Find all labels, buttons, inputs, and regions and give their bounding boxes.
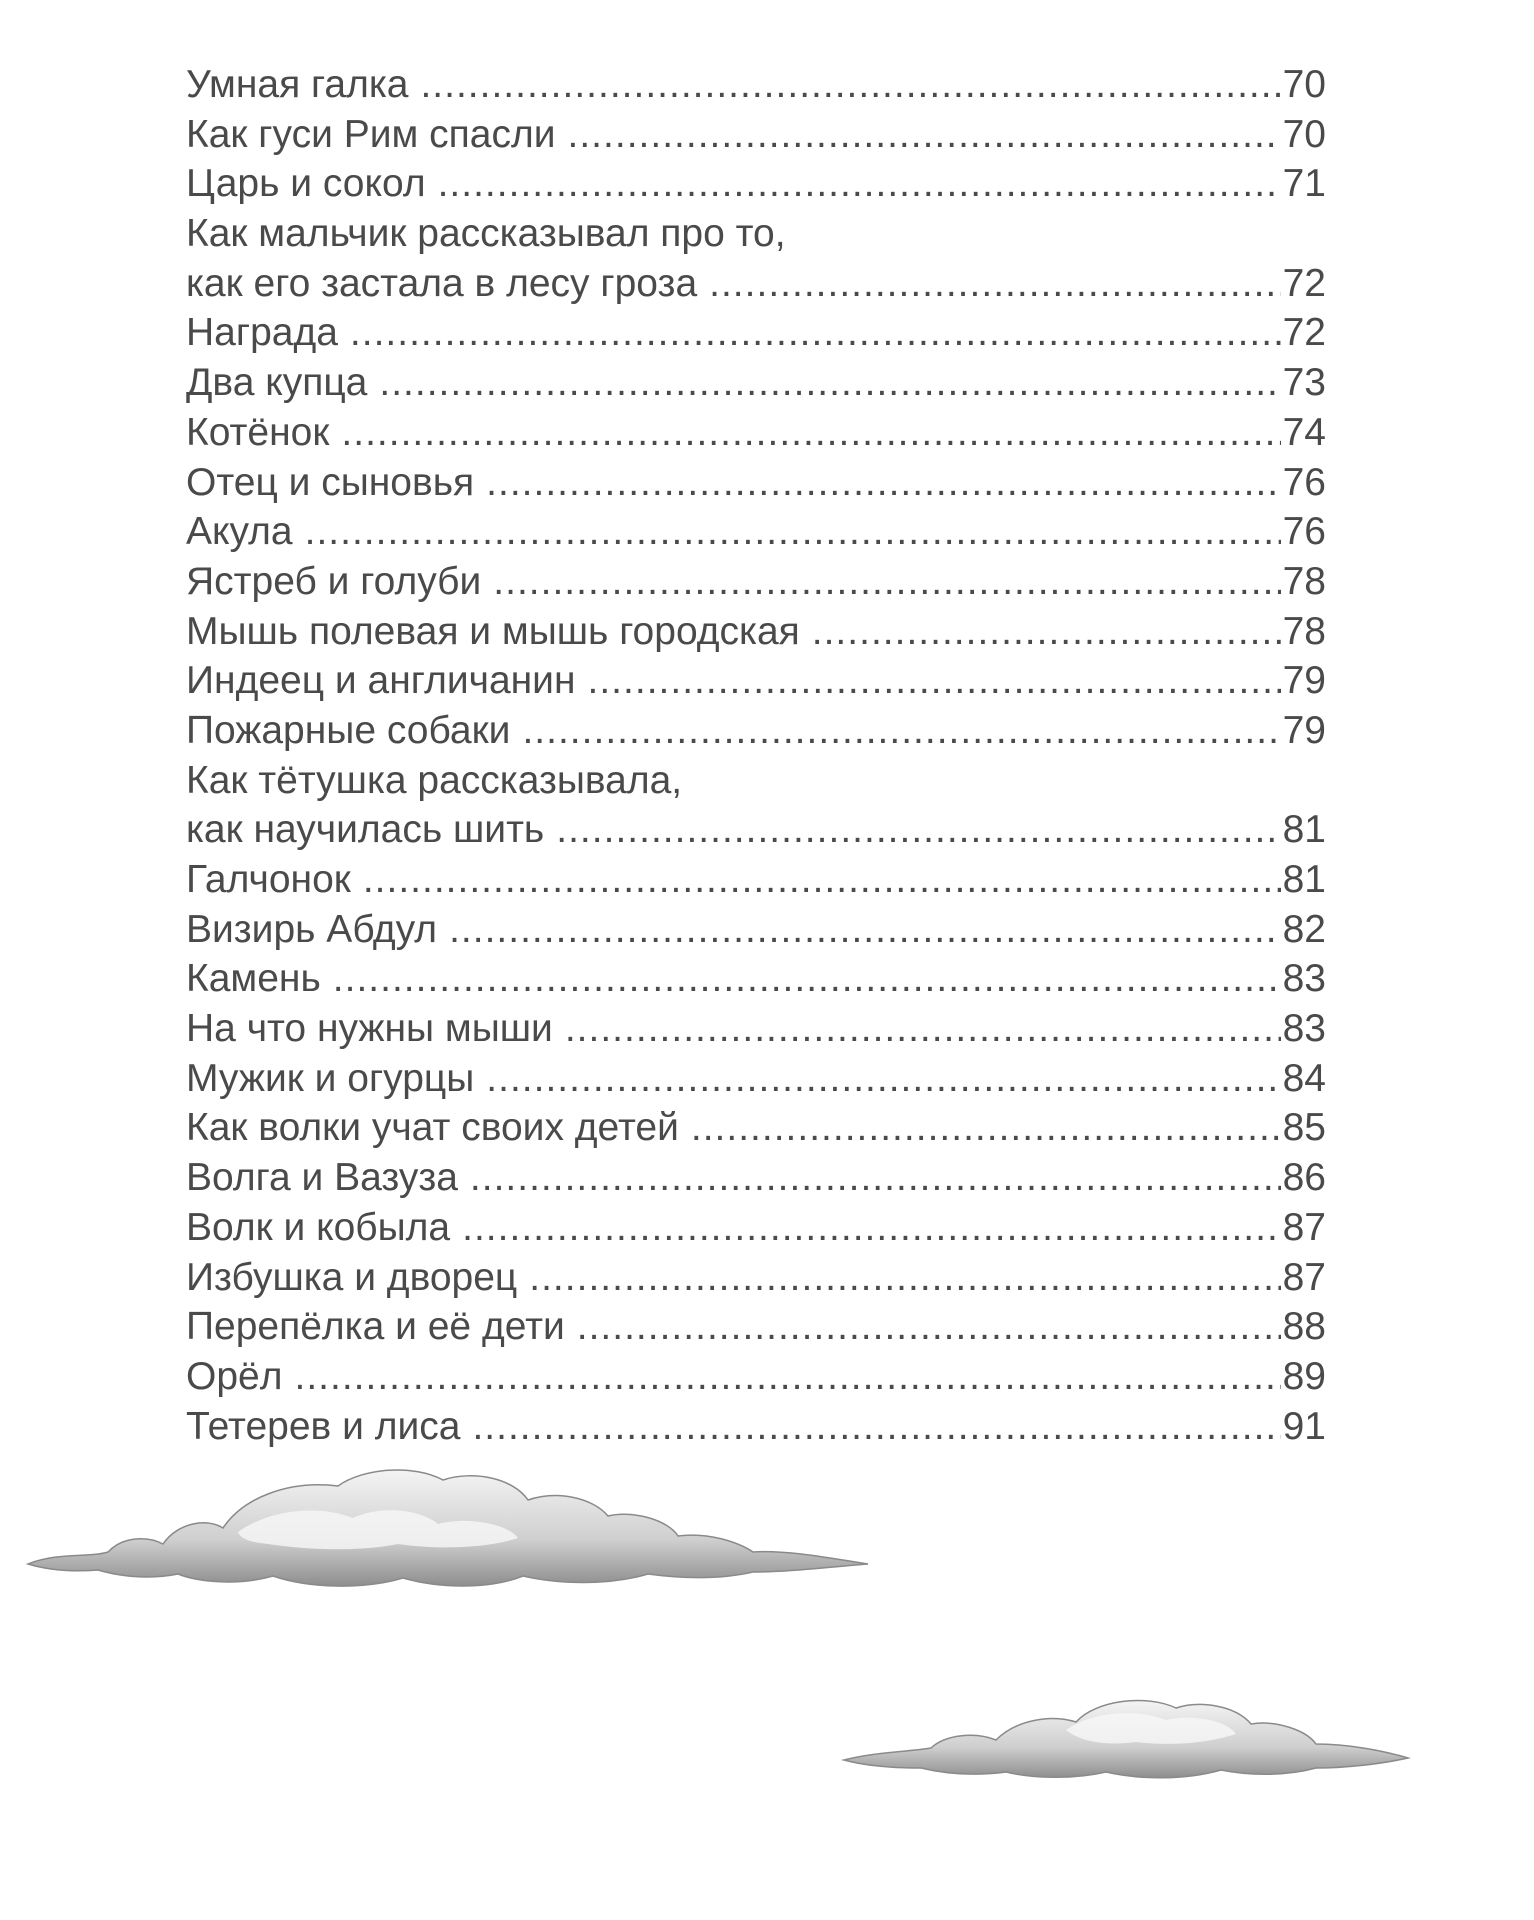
toc-dot-leader <box>379 358 1280 408</box>
toc-entry <box>186 209 1326 259</box>
toc-dot-leader <box>709 259 1280 309</box>
toc-page-number: 91 <box>1282 1404 1326 1448</box>
toc-dot-leader <box>363 855 1281 905</box>
toc-page-number: 85 <box>1282 1106 1326 1150</box>
toc-entry-title: Отец и сыновья <box>186 460 475 504</box>
toc-entry-title: Два купца <box>186 361 368 405</box>
toc-entry <box>186 110 1326 160</box>
toc-entry-title: как научилась шить <box>186 808 545 852</box>
toc-entry <box>186 1153 1326 1203</box>
toc-dot-leader <box>812 607 1281 657</box>
toc-entry <box>186 1302 1326 1352</box>
toc-page-number: 79 <box>1282 708 1326 752</box>
toc-page-number: 87 <box>1282 1205 1326 1249</box>
toc-entry <box>186 855 1326 905</box>
toc-dot-leader <box>565 1004 1281 1054</box>
toc-page-number: 78 <box>1282 609 1326 653</box>
toc-page-number: 78 <box>1282 559 1326 603</box>
toc-page-number: 72 <box>1282 261 1326 305</box>
toc-entry <box>186 259 1326 309</box>
toc-dot-leader <box>556 805 1280 855</box>
toc-page-number: 71 <box>1282 162 1326 206</box>
table-of-contents <box>186 60 1326 1451</box>
toc-page-number: 79 <box>1282 659 1326 703</box>
toc-entry <box>186 557 1326 607</box>
toc-page-number: 72 <box>1282 311 1326 355</box>
toc-entry-title: Перепёлка и её дети <box>186 1305 565 1349</box>
toc-entry <box>186 1004 1326 1054</box>
toc-dot-leader <box>341 408 1280 458</box>
toc-entry-title: Котёнок <box>186 410 330 454</box>
toc-entry-title: как его застала в лесу гроза <box>186 261 698 305</box>
toc-entry <box>186 159 1326 209</box>
toc-dot-leader <box>333 954 1281 1004</box>
toc-dot-leader <box>568 110 1281 160</box>
toc-entry-title: Пожарные собаки <box>186 708 511 752</box>
toc-entry <box>186 458 1326 508</box>
toc-entry-title: Награда <box>186 311 338 355</box>
toc-dot-leader <box>529 1253 1280 1303</box>
toc-dot-leader <box>294 1352 1280 1402</box>
toc-entry-title: Ястреб и голуби <box>186 559 482 603</box>
toc-entry-title: Визирь Абдул <box>186 907 438 951</box>
toc-dot-leader <box>493 557 1280 607</box>
toc-entry-title: На что нужны мыши <box>186 1007 553 1051</box>
toc-entry-title: Галчонок <box>186 858 351 901</box>
toc-page-number: 70 <box>1282 112 1326 156</box>
toc-entry-title: Мышь полевая и мышь городская <box>186 609 800 653</box>
toc-page-number: 86 <box>1282 1156 1326 1200</box>
toc-dot-leader <box>691 1103 1281 1153</box>
toc-entry <box>186 1352 1326 1402</box>
toc-entry <box>186 706 1326 756</box>
toc-dot-leader <box>449 905 1281 955</box>
toc-entry-title: Как мальчик рассказывал про то, <box>186 212 786 256</box>
toc-entry-title: Как волки учат своих детей <box>186 1106 679 1150</box>
toc-entry <box>186 358 1326 408</box>
toc-dot-leader <box>486 458 1280 508</box>
toc-entry <box>186 607 1326 657</box>
toc-entry-title: Царь и сокол <box>186 162 426 206</box>
toc-entry <box>186 1253 1326 1303</box>
toc-page-number: 84 <box>1282 1056 1326 1100</box>
toc-entry-title: Орёл <box>186 1354 283 1398</box>
toc-entry <box>186 1103 1326 1153</box>
toc-page-number: 83 <box>1282 1007 1326 1051</box>
toc-page-number: 70 <box>1282 63 1326 106</box>
toc-dot-leader <box>470 1153 1281 1203</box>
toc-dot-leader <box>588 656 1281 706</box>
toc-page-number: 83 <box>1282 957 1326 1001</box>
toc-page-number: 76 <box>1282 510 1326 554</box>
toc-entry <box>186 1054 1326 1104</box>
toc-dot-leader <box>420 60 1280 110</box>
cloud-icon <box>18 1440 878 1620</box>
toc-entry-title: Волк и кобыла <box>186 1205 451 1249</box>
toc-entry-title: Умная галка <box>186 63 409 106</box>
toc-entry <box>186 756 1326 806</box>
toc-dot-leader <box>522 706 1280 756</box>
toc-page-number: 81 <box>1282 808 1326 852</box>
toc-entry-title: Акула <box>186 510 293 554</box>
toc-entry <box>186 60 1326 110</box>
toc-page-number: 81 <box>1282 858 1326 901</box>
toc-entry-title: Избушка и дворец <box>186 1255 518 1299</box>
toc-entry-title: Как тётушка рассказывала, <box>186 758 683 802</box>
toc-entry <box>186 905 1326 955</box>
toc-entry <box>186 656 1326 706</box>
toc-entry-title: Мужик и огурцы <box>186 1056 475 1100</box>
toc-page-number: 87 <box>1282 1255 1326 1299</box>
toc-entry-title: Как гуси Рим спасли <box>186 112 556 156</box>
toc-entry-title: Индеец и англичанин <box>186 659 576 703</box>
toc-entry <box>186 954 1326 1004</box>
cloud-icon <box>836 1660 1416 1800</box>
toc-dot-leader <box>486 1054 1280 1104</box>
toc-entry <box>186 408 1326 458</box>
toc-entry <box>186 805 1326 855</box>
toc-page-number: 74 <box>1282 410 1326 454</box>
toc-entry <box>186 308 1326 358</box>
toc-page-number: 76 <box>1282 460 1326 504</box>
toc-dot-leader <box>462 1203 1280 1253</box>
toc-entry <box>186 1203 1326 1253</box>
toc-dot-leader <box>438 159 1281 209</box>
toc-page-number: 89 <box>1282 1354 1326 1398</box>
toc-entry <box>186 507 1326 557</box>
toc-dot-leader <box>350 308 1281 358</box>
toc-page-number: 88 <box>1282 1305 1326 1349</box>
toc-page-number: 82 <box>1282 907 1326 951</box>
toc-page-number: 73 <box>1282 361 1326 405</box>
toc-entry-title: Камень <box>186 957 321 1001</box>
toc-entry-title: Волга и Вазуза <box>186 1156 458 1200</box>
toc-dot-leader <box>577 1302 1281 1352</box>
toc-entry-title: Тетерев и лиса <box>186 1404 461 1448</box>
toc-dot-leader <box>305 507 1281 557</box>
